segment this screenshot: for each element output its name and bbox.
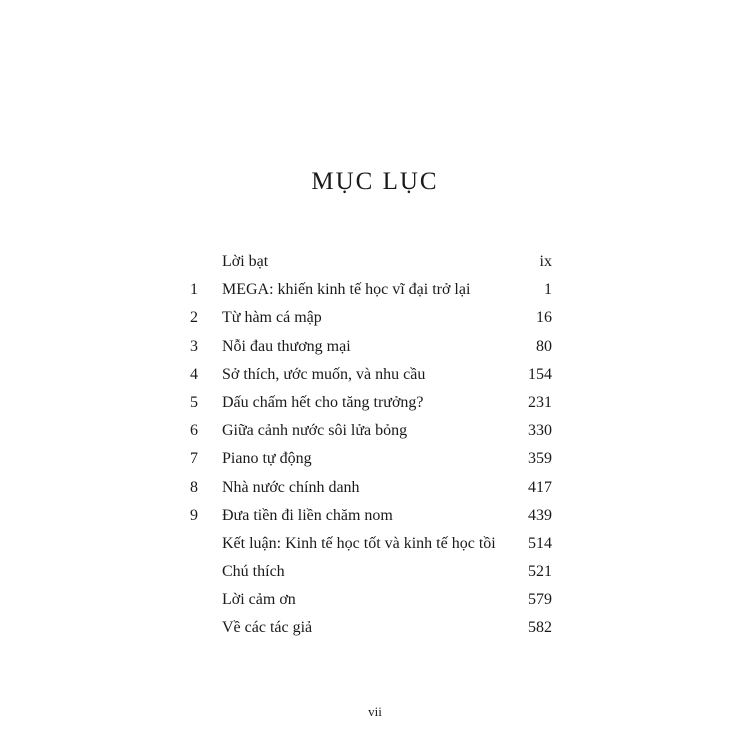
toc-entry-page: 439 — [528, 506, 552, 524]
toc-entry — [0, 333, 750, 361]
toc-entry-label: Giữa cảnh nước sôi lửa bỏng — [222, 422, 408, 440]
toc-entry — [0, 248, 750, 276]
toc-entry-page: 417 — [528, 478, 552, 496]
toc-entry-label: Nhà nước chính danh — [222, 478, 360, 496]
toc-entry-page: 359 — [528, 450, 552, 468]
toc-entry-label: MEGA: khiến kinh tế học vĩ đại trở lại — [222, 281, 471, 299]
toc-entry — [0, 474, 750, 502]
toc-entry-number: 4 — [190, 365, 198, 383]
toc-entry-number: 9 — [190, 506, 198, 524]
toc-entry-label: Về các tác giả — [222, 619, 313, 637]
toc-entry-number: 7 — [190, 450, 198, 468]
toc-entry-label: Sở thích, ước muốn, và nhu cầu — [222, 365, 426, 383]
toc-entry — [0, 304, 750, 332]
toc-entry-label: Nỗi đau thương mại — [222, 337, 351, 355]
toc-entry-page: 16 — [536, 309, 552, 327]
toc-entry-page: 330 — [528, 422, 552, 440]
page-number: vii — [368, 704, 382, 719]
toc-entry-label: Piano tự động — [222, 450, 312, 468]
toc-entry-page: 582 — [528, 619, 552, 637]
table-of-contents — [0, 248, 750, 643]
toc-entry-number: 1 — [190, 281, 198, 299]
toc-entry-page: 1 — [544, 281, 552, 299]
toc-entry-label: Từ hàm cá mập — [222, 309, 322, 327]
toc-entry — [0, 276, 750, 304]
toc-entry — [0, 389, 750, 417]
toc-entry-label: Lời bạt — [222, 253, 269, 270]
toc-entry-label: Lời cảm ơn — [222, 591, 296, 609]
toc-entry — [0, 530, 750, 558]
toc-entry-page: 521 — [528, 563, 552, 581]
toc-entry-page: ix — [539, 253, 552, 270]
toc-entry-number: 2 — [190, 309, 198, 327]
toc-entry-number: 8 — [190, 478, 198, 496]
toc-entry — [0, 558, 750, 586]
toc-entry-label: Kết luận: Kinh tế học tốt và kinh tế học tồi — [222, 534, 496, 552]
toc-entry-page: 514 — [528, 534, 552, 552]
toc-entry-page: 579 — [528, 591, 552, 609]
toc-entry-number: 6 — [190, 422, 198, 440]
toc-entry-page: 154 — [528, 365, 552, 383]
toc-entry-number: 5 — [190, 393, 198, 411]
toc-entry — [0, 614, 750, 642]
toc-entry-page: 80 — [536, 337, 552, 355]
toc-entry — [0, 502, 750, 530]
toc-entry-label: Dấu chấm hết cho tăng trưởng? — [222, 393, 424, 411]
toc-entry-label: Chú thích — [222, 563, 285, 581]
toc-entry — [0, 586, 750, 614]
toc-entry-number: 3 — [190, 337, 198, 355]
page-title: MỤC LỤC — [311, 168, 439, 195]
toc-entry-page: 231 — [528, 393, 552, 411]
toc-entry — [0, 361, 750, 389]
toc-entry-label: Đưa tiền đi liền chăm nom — [222, 506, 393, 524]
toc-entry — [0, 445, 750, 473]
toc-entry — [0, 417, 750, 445]
